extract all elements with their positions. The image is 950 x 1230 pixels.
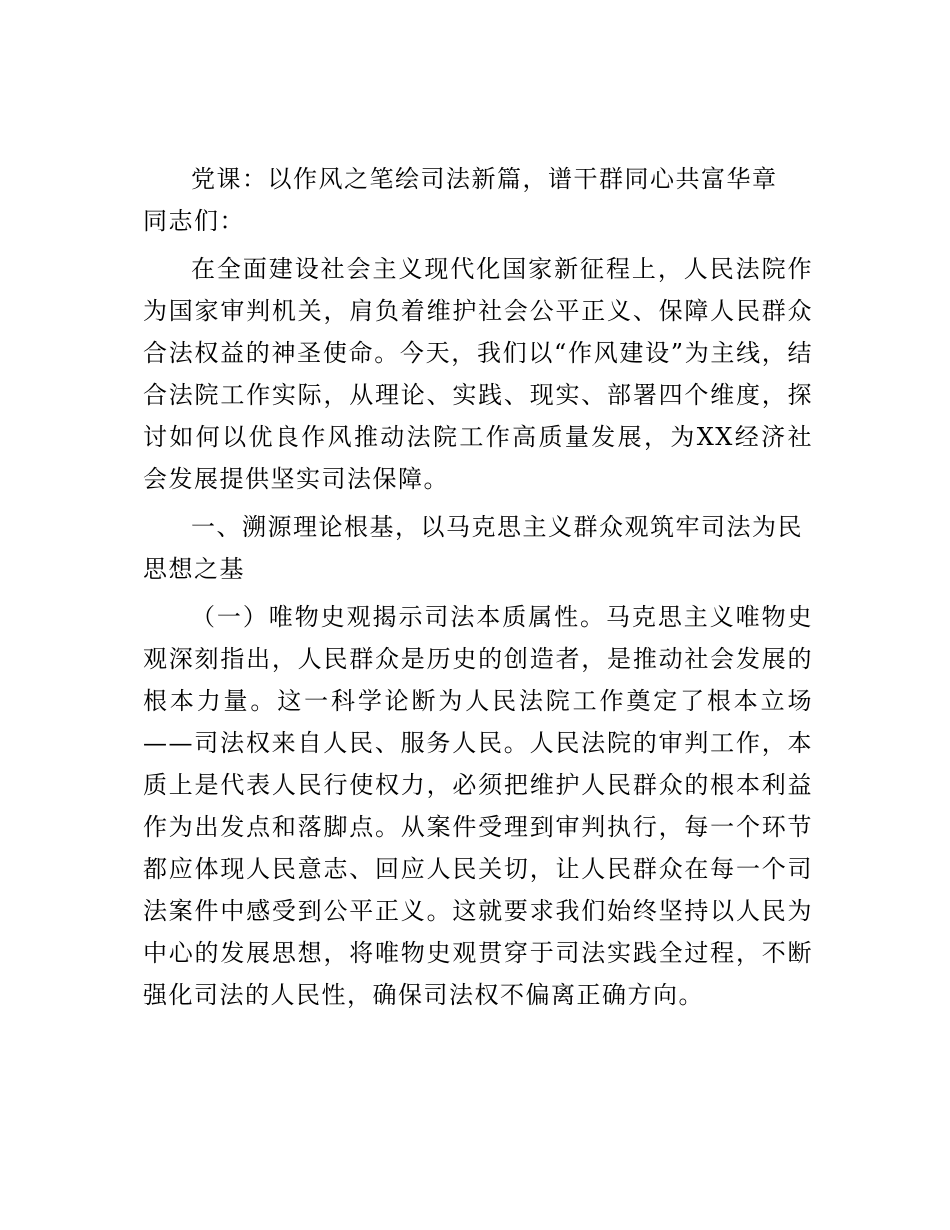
document-page [143, 158, 813, 1022]
section-1-paragraph-1: （一）唯物史观揭示司法本质属性。马克思主义唯物史观深刻指出，人民群众是历史的创造者，是推动社会发展的根本力量。这一科学论断为人民法院工作奠定了根本立场——司法权来自人民、服务人民。人民法院的审判工作，本质上是代表人民行使权力，必须把维护人民群众的根本利益作为出发点和落脚点。从案件受理到审判执行，每一个环节都应体现人民意志、回应人民关切，让人民群众在每一个司法案件中感受到公平正义。这就要求我们始终坚持以人民为中心的发展思想，将唯物史观贯穿于司法实践全过程，不断强化司法的人民性，确保司法权不偏离正确方向。 [143, 603, 813, 1009]
salutation: 同志们： [143, 207, 245, 235]
section-heading-1: 一、溯源理论根基，以马克思主义群众观筑牢司法为民思想之基 [143, 513, 803, 583]
intro-paragraph: 在全面建设社会主义现代化国家新征程上，人民法院作为国家审判机关，肩负着维护社会公平正义、保障人民群众合法权益的神圣使命。今天，我们以“作风建设”为主线，结合法院工作实际，从理论、实践、现实、部署四个维度，探讨如何以优良作风推动法院工作高质量发展，为XX经济社会发展提供坚实司法保障。 [143, 255, 813, 493]
document-title: 党课：以作风之笔绘司法新篇，谱干群同心共富华章 [191, 165, 778, 193]
